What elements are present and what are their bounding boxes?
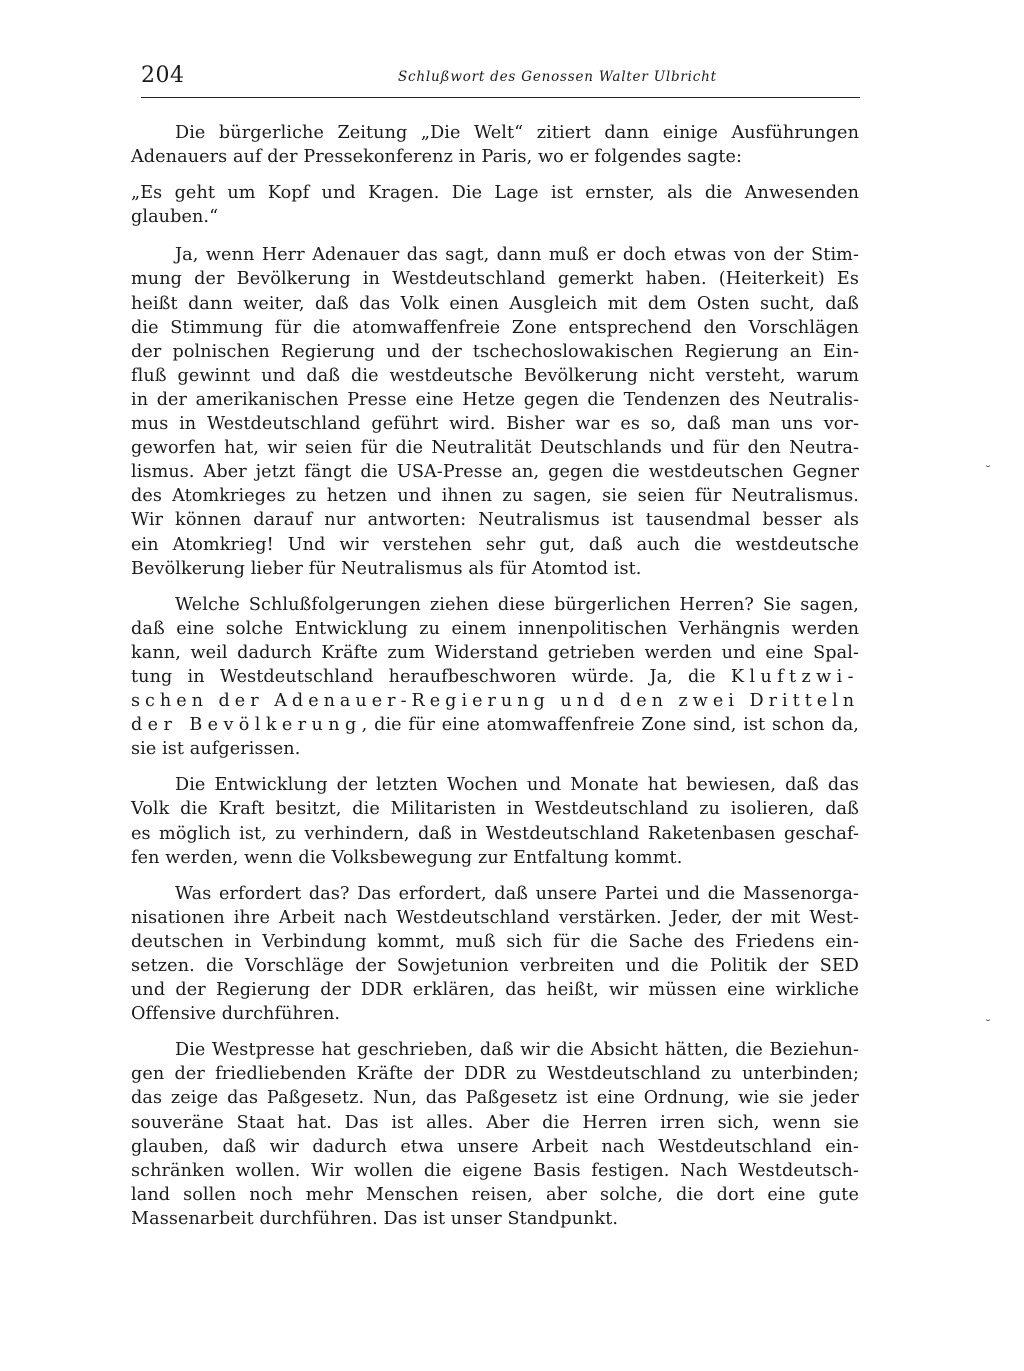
- text-line: glauben.“: [131, 207, 219, 228]
- text-line: Welche Schlußfolgerungen ziehen diese bürgerlichen Herren? Sie sagen,: [175, 594, 859, 615]
- scan-speck: ˘: [985, 464, 991, 478]
- text-line: sie ist aufgerissen.: [131, 739, 301, 760]
- scan-speck: ˘: [985, 1018, 991, 1032]
- text-line: der polnischen Regierung und der tschechoslowakischen Regierung an Ein-: [131, 341, 859, 362]
- text-line: das zeige das Paßgesetz. Nun, das Paßgesetz ist eine Ordnung, wie sie jeder: [131, 1088, 859, 1109]
- text-line: souveräne Staat hat. Das ist alles. Aber die Herren irren sich, wenn sie: [131, 1112, 859, 1133]
- running-head: Schlußwort des Genossen Walter Ulbricht: [398, 69, 717, 85]
- paragraph-1: [131, 121, 859, 169]
- text-line: Die bürgerliche Zeitung „Die Welt“ zitiert dann einige Ausführungen: [175, 123, 859, 143]
- paragraph-5: [131, 882, 859, 1027]
- text-line: es möglich ist, zu verhindern, daß in Westdeutschland Raketenbasen geschaf-: [131, 823, 859, 844]
- paragraph-4: [131, 773, 859, 869]
- text-line: gen der friedliebenden Kräfte der DDR zu Westdeutschland zu unterbinden;: [131, 1064, 859, 1085]
- text-body: [131, 121, 859, 1243]
- text-line: Bevölkerung lieber für Neutralismus als für Atomtod ist.: [131, 558, 642, 579]
- text-line: Offensive durchführen.: [131, 1004, 341, 1025]
- text-line: des Atomkrieges zu hetzen und ihnen zu sagen, sie seien für Neutralismus.: [131, 486, 859, 507]
- text-line: [131, 665, 859, 689]
- quotation: [131, 181, 859, 229]
- text-line: [131, 713, 859, 737]
- text-line: glauben, daß wir dadurch etwa unsere Arbeit nach Westdeutschland ein-: [131, 1136, 859, 1157]
- text-line: mus in Westdeutschland geführt wird. Bisher war es so, daß man uns vor-: [131, 414, 859, 435]
- text-line: in der amerikanischen Presse eine Hetze gegen die Tendenzen des Neutralis-: [131, 389, 859, 410]
- text-line: heißt dann weiter, daß das Volk einen Ausgleich mit dem Osten sucht, daß: [131, 293, 859, 314]
- text-line: nisationen ihre Arbeit nach Westdeutschland verstärken. Jeder, der mit West-: [131, 907, 859, 928]
- text-line: fluß gewinnt und daß die westdeutsche Bevölkerung nicht versteht, warum: [131, 365, 859, 386]
- text-line: Massenarbeit durchführen. Das ist unser Standpunkt.: [131, 1208, 619, 1229]
- emphasized-text: Kluftzwi-: [730, 666, 859, 687]
- text-segment: , die für eine atomwaffenfreie Zone sind, ist schon da,: [361, 715, 859, 736]
- text-line: Adenauers auf der Pressekonferenz in Paris, wo er folgendes sagte:: [131, 147, 743, 168]
- text-line: kann, weil dadurch Kräfte zum Widerstand getrieben werden und eine Spal-: [131, 642, 859, 663]
- text-line: „Es geht um Kopf und Kragen. Die Lage ist ernster, als die Anwesenden: [131, 183, 859, 204]
- text-line: die Stimmung für die atomwaffenfreie Zone entsprechend den Vorschlägen: [131, 317, 859, 338]
- text-line: Die Westpresse hat geschrieben, daß wir die Absicht hätten, die Beziehun-: [175, 1040, 859, 1061]
- text-line: Ja, wenn Herr Adenauer das sagt, dann muß er doch etwas von der Stim-: [175, 245, 859, 266]
- paragraph-2: [131, 243, 859, 580]
- text-line: schränken wollen. Wir wollen die eigene Basis festigen. Nach Westdeutsch-: [131, 1160, 859, 1181]
- paragraph-6: [131, 1038, 859, 1231]
- text-line: land sollen noch mehr Menschen reisen, aber solche, die dort eine gute: [131, 1184, 859, 1205]
- text-line: Volk die Kraft besitzt, die Militaristen in Westdeutschland zu isolieren, daß: [131, 799, 859, 820]
- text-line: deutschen in Verbindung kommt, muß sich für die Sache des Friedens ein-: [131, 931, 859, 952]
- text-line: ein Atomkrieg! Und wir verstehen sehr gut, daß auch die westdeutsche: [131, 534, 859, 555]
- emphasized-text: der Bevölkerung: [131, 715, 362, 736]
- text-line: Die Entwicklung der letzten Wochen und Monate hat bewiesen, daß das: [175, 775, 859, 796]
- paragraph-3: [131, 593, 859, 762]
- text-line: geworfen hat, wir seien für die Neutralität Deutschlands und für den Neutra-: [131, 438, 859, 459]
- text-line: daß eine solche Entwicklung zu einem innenpolitischen Verhängnis werden: [131, 618, 859, 639]
- header-rule: [141, 97, 860, 98]
- text-line: fen werden, wenn die Volksbewegung zur Entfaltung kommt.: [131, 847, 683, 868]
- emphasized-line: schen der Adenauer-Regierung und den zwei Dritteln: [131, 691, 860, 712]
- text-line: und der Regierung der DDR erklären, das heißt, wir müssen eine wirkliche: [131, 980, 859, 1001]
- text-line: mung der Bevölkerung in Westdeutschland gemerkt haben. (Heiterkeit) Es: [131, 269, 859, 290]
- page-number: 204: [141, 63, 185, 88]
- text-line: lismus. Aber jetzt fängt die USA-Presse an, gegen die westdeutschen Gegner: [131, 462, 859, 483]
- text-line: Wir können darauf nur antworten: Neutralismus ist tausendmal besser als: [131, 510, 859, 531]
- text-line: Was erfordert das? Das erfordert, daß unsere Partei und die Massenorga-: [175, 883, 859, 904]
- text-line: setzen. die Vorschläge der Sowjetunion verbreiten und die Politik der SED: [131, 956, 859, 976]
- text-segment: tung in Westdeutschland heraufbeschworen würde. Ja, die: [131, 666, 716, 687]
